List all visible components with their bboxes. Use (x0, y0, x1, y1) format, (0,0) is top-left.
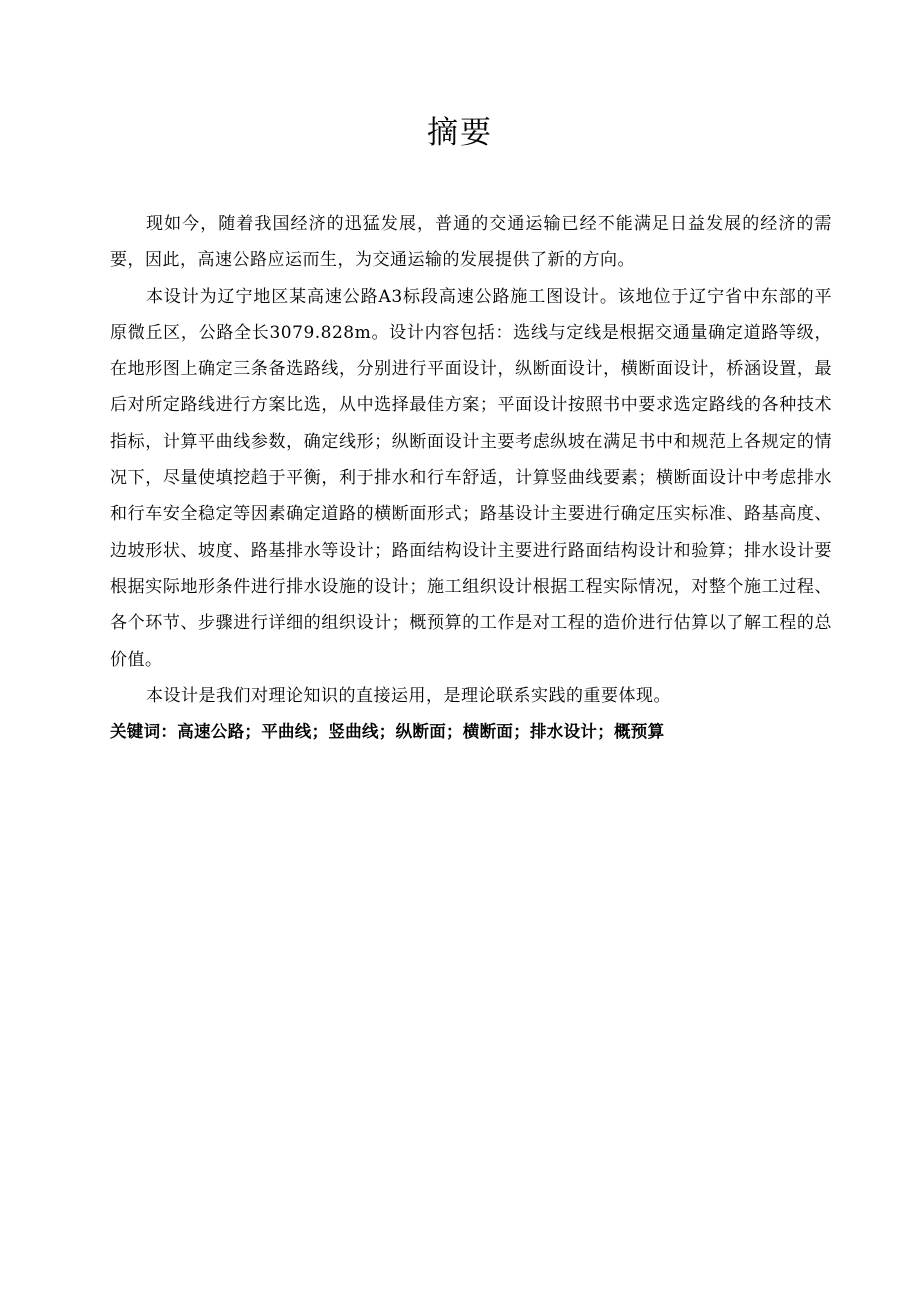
abstract-paragraph-2: 本设计为辽宁地区某高速公路A3标段高速公路施工图设计。该地位于辽宁省中东部的平原微丘区，公路全长3079.828m。设计内容包括：选线与定线是根据交通量确定道路等级，在地形图上确定三条备选路线，分别进行平面设计，纵断面设计，横断面设计，桥涵设置，最后对所定路线进行方案比选，从中选择最佳方案；平面设计按照书中要求选定路线的各种技术指标，计算平曲线参数，确定线形；纵断面设计主要考虑纵坡在满足书中和规范上各规定的情况下，尽量使填挖趋于平衡，利于排水和行车舒适，计算竖曲线要素；横断面设计中考虑排水和行车安全稳定等因素确定道路的横断面形式；路基设计主要进行确定压实标准、路基高度、边坡形状、坡度、路基排水等设计；路面结构设计主要进行路面结构设计和验算；排水设计要根据实际地形条件进行排水设施的设计；施工组织设计根据工程实际情况，对整个施工过程、各个环节、步骤进行详细的组织设计；概预算的工作是对工程的造价进行估算以了解工程的总价值。 (110, 286, 832, 670)
keywords-list: 高速公路；平曲线；竖曲线；纵断面；横断面；排水设计；概预算 (177, 722, 665, 742)
abstract-body (110, 206, 832, 750)
abstract-title: 摘要 (427, 115, 493, 151)
keywords-line (110, 714, 832, 750)
abstract-paragraph-1: 现如今，随着我国经济的迅猛发展，普通的交通运输已经不能满足日益发展的经济的需要，因此，高速公路应运而生，为交通运输的发展提供了新的方向。 (110, 214, 832, 271)
keywords-label: 关键词： (110, 722, 178, 742)
abstract-paragraph-3: 本设计是我们对理论知识的直接运用，是理论联系实践的重要体现。 (146, 685, 671, 706)
